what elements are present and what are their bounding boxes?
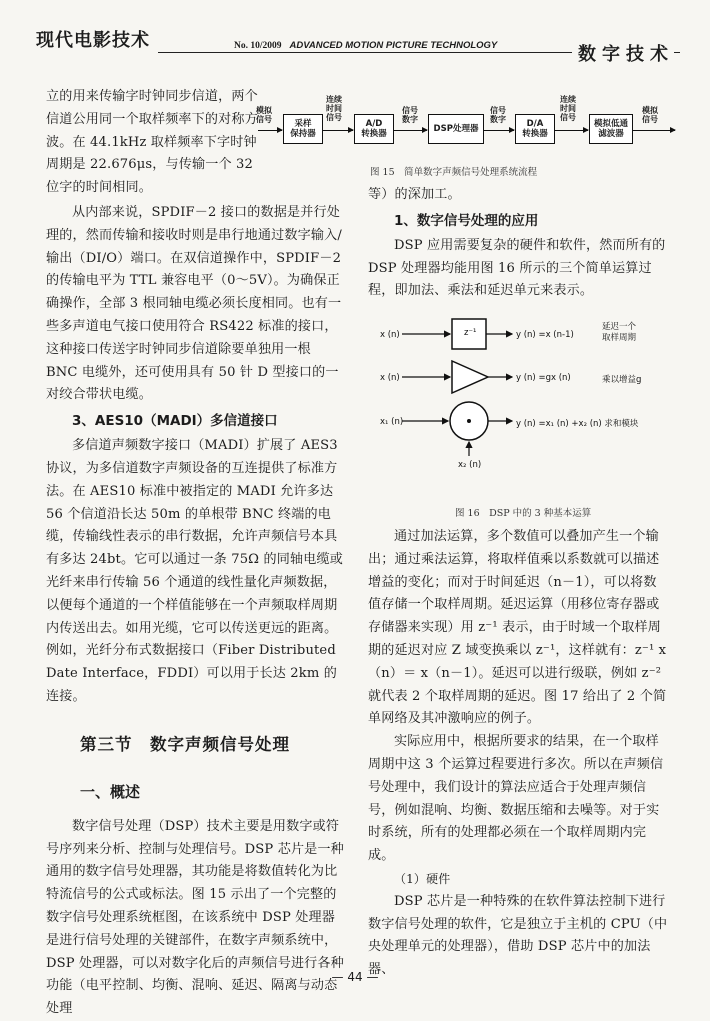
arrow-5: [555, 130, 588, 131]
figure-16-operations: [380, 310, 680, 480]
page-number: — 44 —: [331, 970, 379, 984]
heading-hardware: （1）硬件: [394, 871, 451, 886]
paragraph-dsp-chip: DSP 芯片是一种特殊的在软件算法控制下进行数字信号处理的软件，它是独立于主机的 CPU（中央处理单元的处理器），借助 DSP 芯片中的加法器、: [368, 893, 668, 978]
arrow-6: [633, 130, 675, 131]
heading-madi: 3、AES10（MADI）多信道接口: [72, 413, 278, 430]
section-title: 第三节 数字声频信号处理: [80, 734, 290, 754]
fig16-row1-output: y (n) =x (n-1): [516, 330, 574, 340]
label-analog-out: 模拟 信号: [642, 106, 658, 124]
fig16-row3-input: x₁ (n): [380, 417, 404, 427]
right-column-bottom: [368, 526, 668, 982]
arrow-4: [484, 130, 514, 131]
paragraph-dsp-intro: DSP 应用需要复杂的硬件和软件，然而所有的 DSP 处理器均能用图 16 所示的三个简单运算过程，即加法、乘法和延迟单元来表示。: [368, 237, 666, 299]
block-lowpass-filter: 模拟低通 滤波器: [589, 114, 633, 144]
label-continuous-time: 连续 时间 信号: [326, 95, 342, 122]
fig16-row2-input: x (n): [380, 373, 400, 383]
figure-15-caption: 图 15 简单数字声频信号处理系统流程: [370, 167, 538, 178]
section-name: 数字技术: [572, 40, 674, 66]
paragraph-dsp-overview: 数字信号处理（DSP）技术主要是用数字或符号序列来分析、控制与处理信号。DSP 芯片是一种通用的数字信号处理器，其功能是将数值转化为比特流信号的公式或标法。图 15 示出了一个完整的数字信号处理系统框图，在该系统中 DSP 处理器是进行信号处理的关键部件，在数字声频系统中，DSP 处理器，可以对数字化后的声频信号进行各种功能（电平控制、均衡、混响、延迟、隔离与动态处理: [46, 818, 344, 1017]
fig16-row3-output: y (n) =x₁ (n) +x₂ (n) 求和模块: [516, 419, 639, 429]
paragraph-continuation: 等）的深加工。: [368, 187, 461, 202]
paragraph-practical: 实际应用中，根据所要求的结果，在一个取样周期中这 3 个运算过程要进行多次。所以在声频信号处理中，我们设计的算法应适合于处理声频信号，例如混响、均衡、数据压缩和去噪等。对于实时系统，所有的处理都必须在一个取样周期内完成。: [368, 734, 664, 864]
fig16-row3-second-input: x₂ (n): [458, 460, 482, 470]
paragraph-word-clock: 立的用来传输字时钟同步信道，两个信道公用同一个取样频率下的对称方波。在 44.1kHz 取样频率下字时钟周期是 22.676μs，与传输一个 32 位字的时间相同。: [46, 89, 258, 196]
heading-dsp-application: 1、数字信号处理的应用: [394, 212, 539, 229]
label-analog-in: 模拟 信号: [256, 106, 272, 124]
arrow-1: [258, 130, 282, 131]
block-sample-hold: 采样 保持器: [283, 114, 323, 144]
paragraph-spdif2: 从内部来说，SPDIF－2 接口的数据是并行处理的，然而传输和接收时则是串行地通过数字输入/输出（DI/O）端口。在双信道操作中，SPDIF－2 的传输电平为 TTL 兼容电平（0～5V）。为确保正确操作，全部 3 根同轴电缆必须长度相同。也有一些多声道电气接口使用符合 RS422 标准的接口，这种接口传送字时钟同步信道除要单独用一根 BNC 电缆外，还可使用具有 50 针 D 型接口的一对绞合带状电缆。: [46, 204, 342, 403]
label-digital-2: 信号 数字: [490, 106, 506, 124]
block-da-converter: D/A 转换器: [515, 114, 555, 144]
journal-title: 现代电影技术: [36, 30, 150, 51]
block-dsp-processor: DSP处理器: [428, 114, 484, 144]
block-ad-converter: A/D 转换器: [354, 114, 394, 144]
issue-number: No. 10/2009: [234, 41, 282, 51]
fig16-delay-symbol: z⁻¹: [464, 328, 477, 338]
fig16-row1-input: x (n): [380, 330, 400, 340]
fig16-row2-note: 乘以增益g: [602, 375, 642, 385]
label-continuous-time-2: 连续 时间 信号: [560, 95, 576, 122]
paragraph-operations: 通过加法运算，多个数值可以叠加产生一个输出；通过乘法运算，将取样值乘以系数就可以描述增益的变化；而对于时间延迟（n－1），可以将数值存储一个取样周期。延迟运算（用移位寄存器或存储器来实现）用 z⁻¹ 表示，由于时域一个取样周期的延迟对应 Z 域变换乘以 z⁻¹，这样就有：z⁻¹ x（n）＝ x（n－1）。延迟可以进行级联，例如 z⁻² 就代表 2 个取样周期的延迟。图 17 给出了 2 个简单网络及其冲激响应的例子。: [368, 529, 667, 727]
journal-issue-line: [230, 40, 501, 51]
label-digital-1: 信号 数字: [402, 106, 418, 124]
right-column-top: [368, 184, 668, 303]
arrow-2: [323, 130, 353, 131]
fig16-row2-output: y (n) =gx (n): [516, 373, 571, 383]
arrow-3: [394, 130, 427, 131]
fig16-row1-note: 延迟一个 取样周期: [602, 322, 637, 343]
figure-16-caption: 图 16 DSP 中的 3 种基本运算: [455, 508, 592, 519]
paragraph-madi: 多信道声频数字接口（MADI）扩展了 AES3 协议，为多信道数字声频设备的互连提供了标准方法。在 AES10 标准中被指定的 MADI 允许多达 56 个信道沿长达 50m 的单根带 BNC 终端的电缆，传输线性表示的串行数据，允许声频信号本具有多达 24bt。它可以通过一条 75Ω 的同轴电缆或光纤来串行传输 56 个通道的线性量化声频数据，以便每个通道的一个样值能够在一个声频取样周期内传送出去。如用光缆，它可以传送更远的距离。例如，光纤分布式数据接口（Fiber Distributed Date Interface，FDDI）可以用于长达 2km 的连接。: [46, 438, 343, 704]
journal-english-title: ADVANCED MOTION PICTURE TECHNOLOGY: [289, 40, 498, 51]
left-column: [46, 86, 346, 1021]
overview-title: 一、概述: [80, 782, 141, 801]
